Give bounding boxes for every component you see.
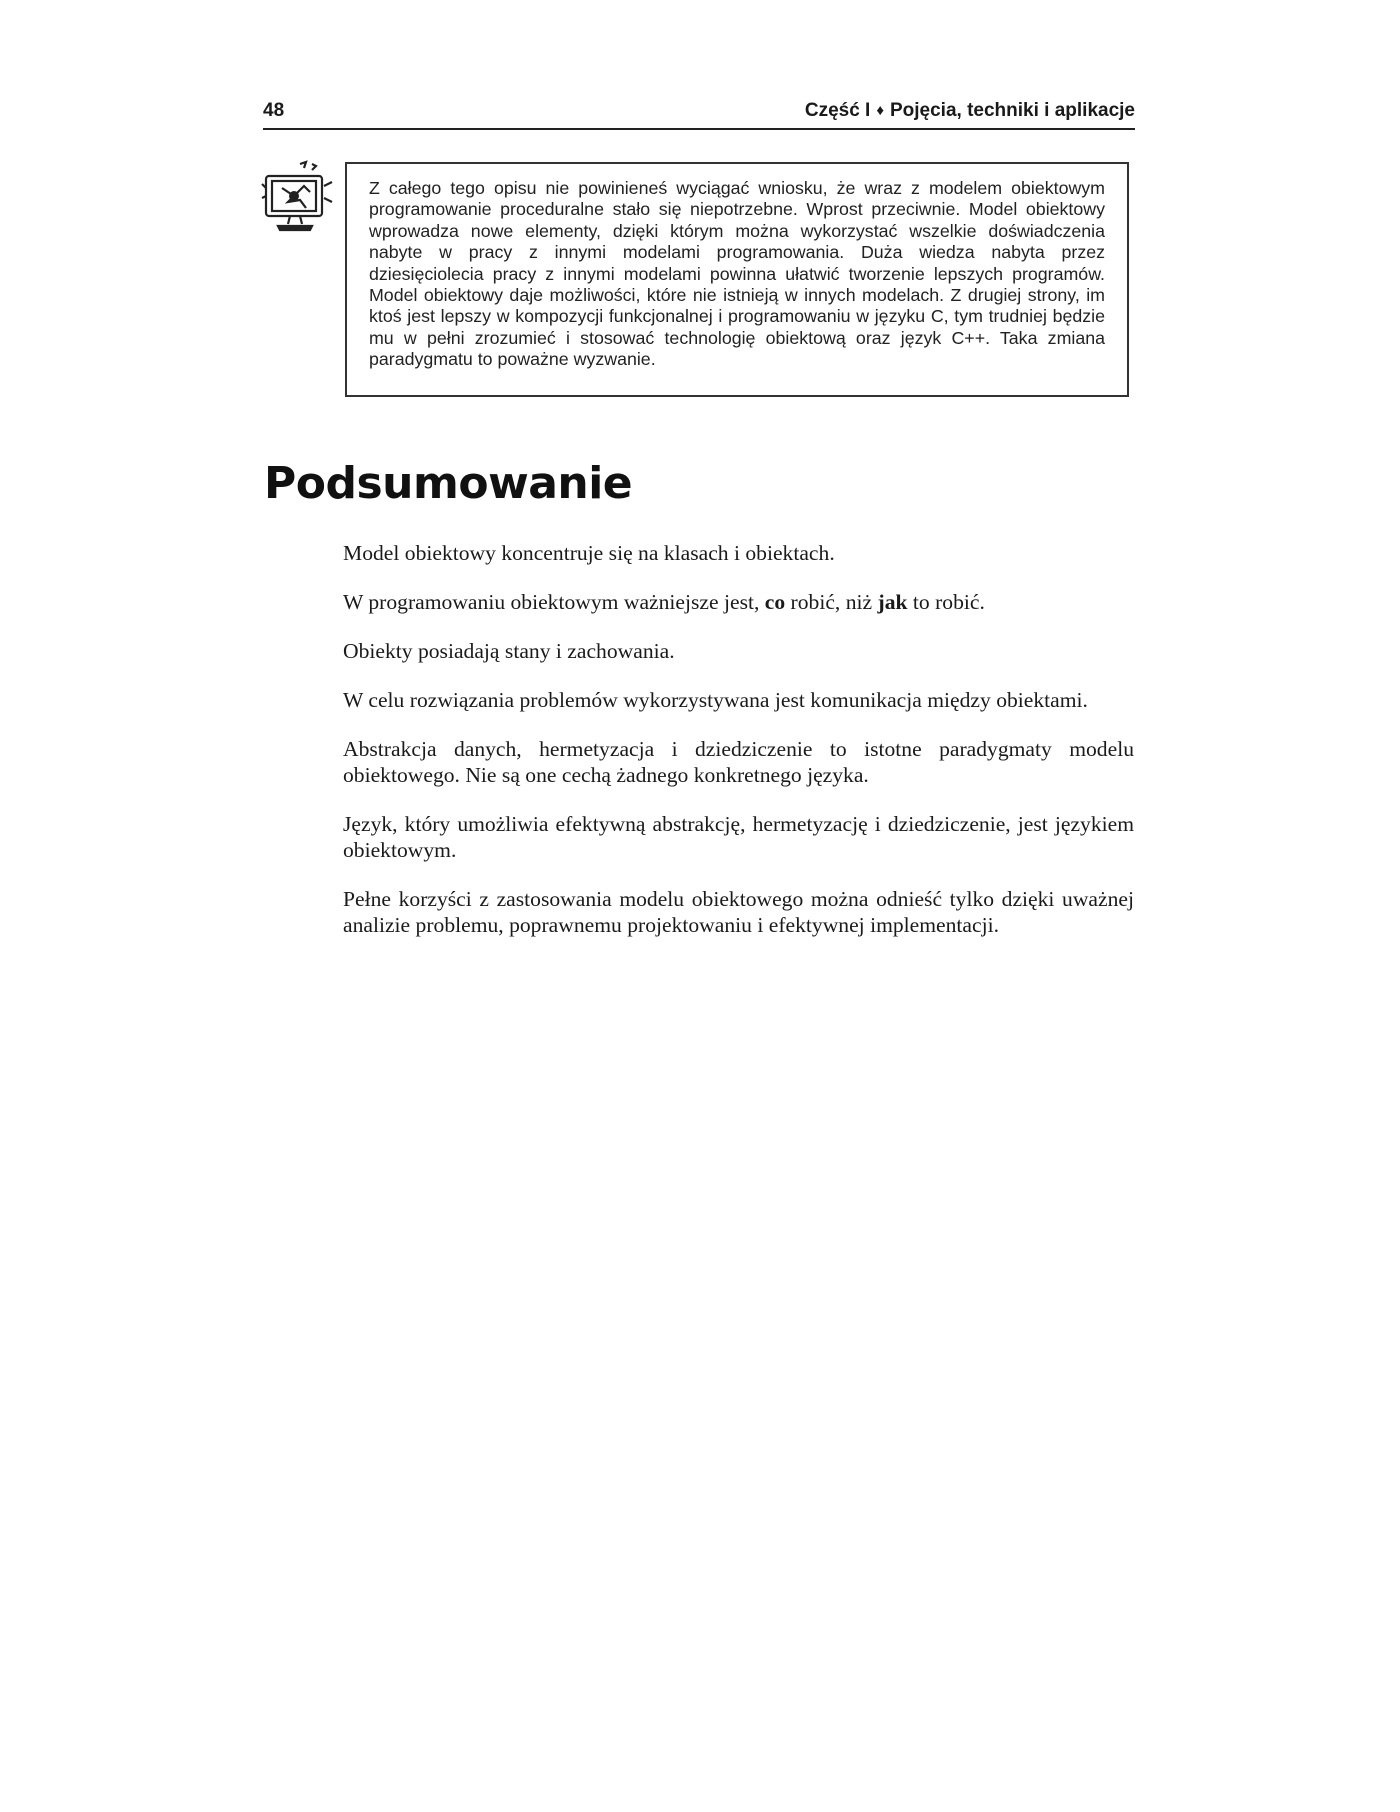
summary-paragraph: Model obiektowy koncentruje się na klasach i obiektach. [343, 541, 835, 565]
running-header [263, 96, 1135, 130]
note-text: Z całego tego opisu nie powinieneś wyciągać wniosku, że wraz z modelem obiektowym programowanie proceduralne stało się niepotrzebne. Wprost przeciwnie. Model obiektowy wprowadza nowe elementy, dzięki którym można wykorzystać wszelkie doświadczenia nabyte w pracy z innymi modelami programowania. Duża wiedza nabyta przez dziesięciolecia pracy z innymi modelami powinna ułatwić tworzenie lepszych programów. Model obiektowy daje możliwości, które nie istnieją w innych modelach. Z drugiej strony, im ktoś jest lepszy w kompozycji funkcjonalnej i programowaniu w języku C, tym trudniej będzie mu w pełni zrozumieć i stosować technologię obiektową oraz język C++. Taka zmiana paradygmatu to poważne wyzwanie. [369, 178, 1105, 370]
part-label: Część I [804, 100, 871, 121]
chapter-title: Pojęcia, techniki i aplikacje [889, 100, 1135, 121]
bold-term: jak [877, 590, 908, 614]
summary-paragraph: Obiekty posiadają stany i zachowania. [343, 639, 675, 663]
running-title [805, 100, 1135, 122]
summary-paragraph: W celu rozwiązania problemów wykorzystywana jest komunikacja między obiektami. [343, 688, 1088, 712]
section-heading: Podsumowanie [264, 458, 633, 509]
summary-paragraph: Abstrakcja danych, hermetyzacja i dziedziczenie to istotne paradygmaty modelu obiektowego. Nie są one cechą żadnego konkretnego języka. [343, 737, 1134, 787]
bold-term: co [764, 590, 786, 614]
diamond-separator: ♦ [876, 102, 884, 119]
summary-list [343, 540, 1134, 961]
summary-paragraph: W programowaniu obiektowym ważniejsze jest, co robić, niż jak to robić. [343, 590, 985, 614]
page-number: 48 [263, 100, 285, 121]
summary-paragraph: Pełne korzyści z zastosowania modelu obiektowego można odnieść tylko dzięki uważnej analizie problemu, poprawnemu projektowaniu i efektywnej implementacji. [343, 887, 1134, 937]
note-box [345, 162, 1129, 397]
summary-paragraph: Język, który umożliwia efektywną abstrakcję, hermetyzację i dziedziczenie, jest językiem obiektowym. [343, 812, 1134, 862]
broken-monitor-icon [260, 158, 336, 238]
